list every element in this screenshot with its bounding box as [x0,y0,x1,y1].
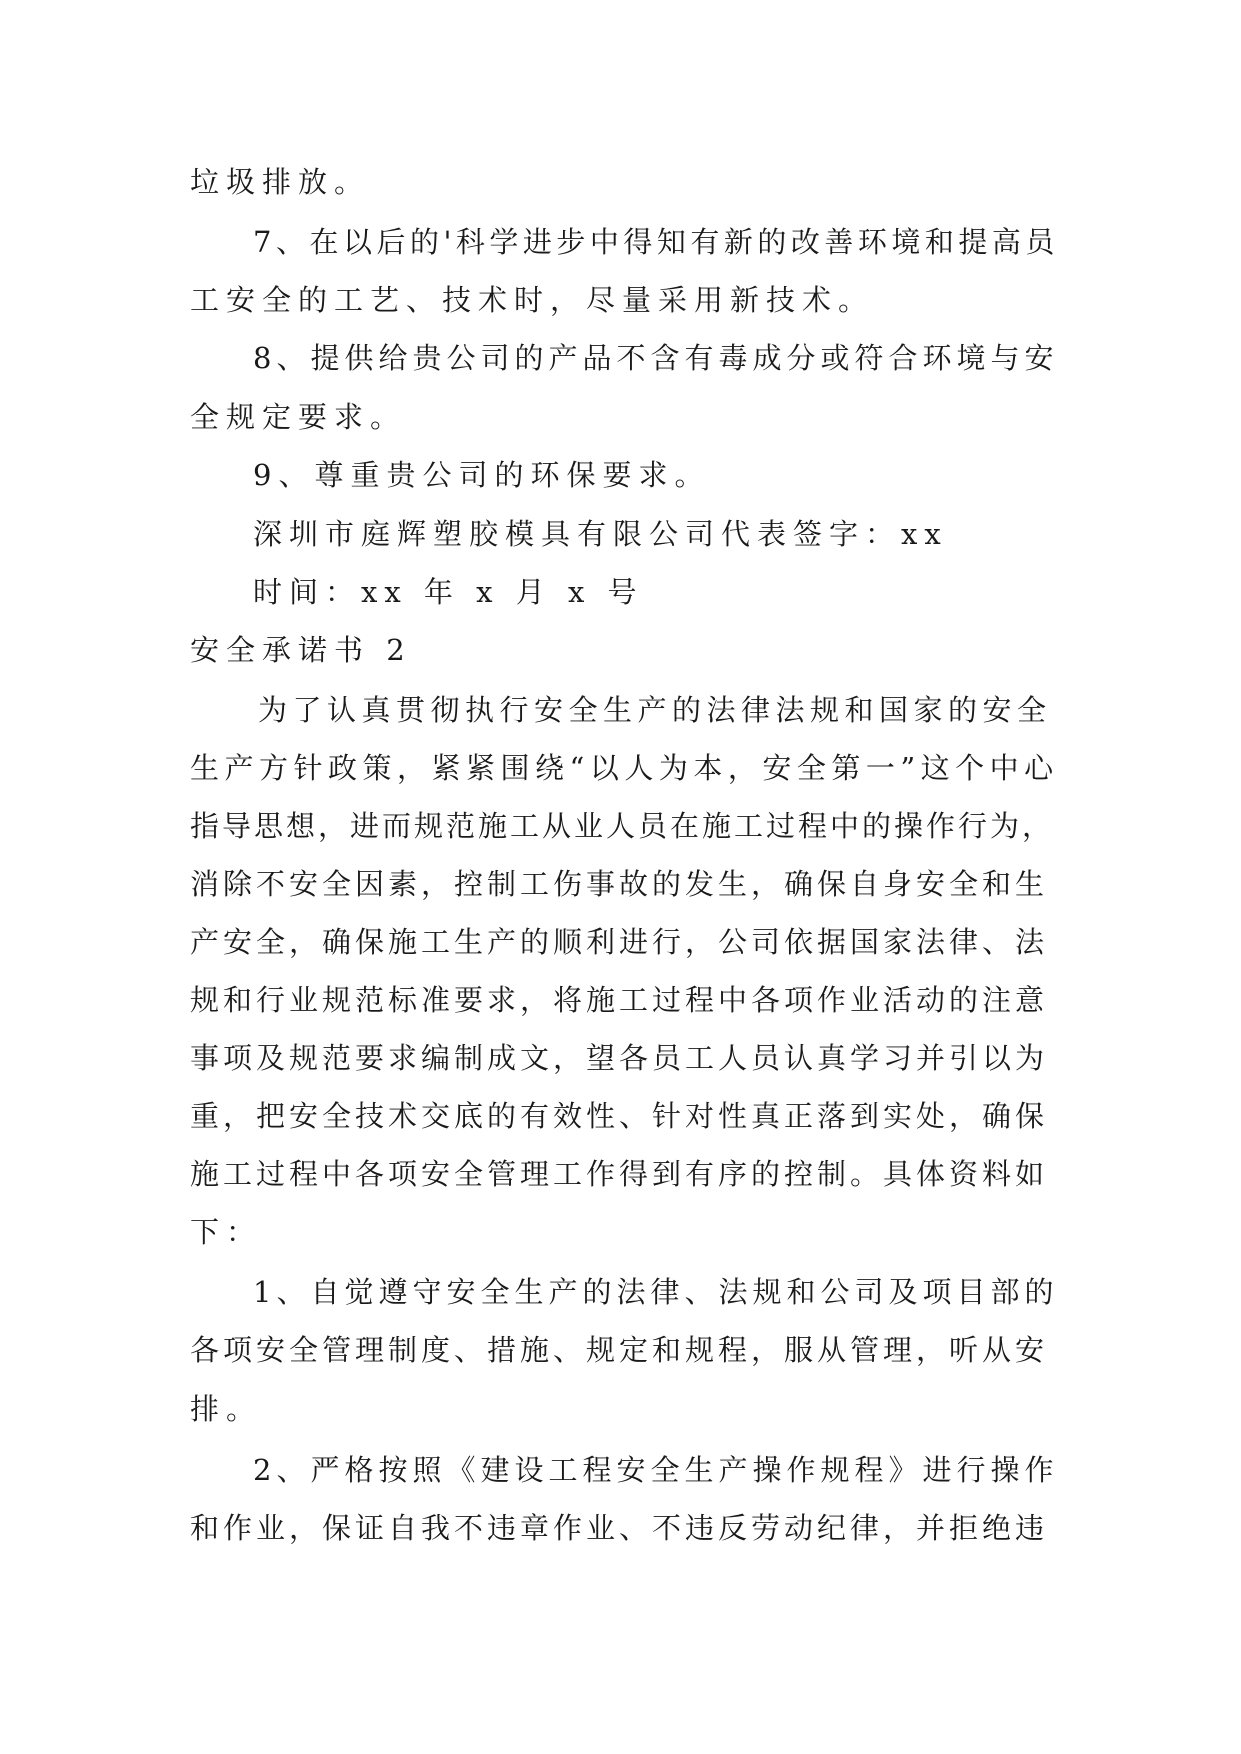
text-line: 消除不安全因素，控制工伤事故的发生，确保自身安全和生 [190,867,1049,901]
text-line: 重，把安全技术交底的有效性、针对性真正落到实处，确保 [190,1099,1049,1133]
text-line: 产安全，确保施工生产的顺利进行，公司依据国家法律、法 [190,925,1049,959]
text-line: 指导思想，进而规范施工从业人员在施工过程中的操作行为， [190,809,1055,843]
text-line: 1、自觉遵守安全生产的法律、法规和公司及项目部的 [253,1275,1059,1309]
text-line: 下： [190,1215,263,1249]
text-line: 为了认真贯彻执行安全生产的法律法规和国家的安全 [258,693,1052,727]
text-line: 9、尊重贵公司的环保要求。 [253,458,711,492]
text-line: 排。 [190,1392,263,1426]
text-line: 深圳市庭辉塑胶模具有限公司代表签字：xx [253,517,948,551]
text-line: 工安全的工艺、技术时，尽量采用新技术。 [190,283,875,317]
text-line: 8、提供给贵公司的产品不含有毒成分或符合环境与安 [253,341,1059,375]
text-line: 施工过程中各项安全管理工作得到有序的控制。具体资料如 [190,1157,1049,1191]
section-heading: 安全承诺书 2 [190,633,412,667]
text-line: 7、在以后的'科学进步中得知有新的改善环境和提高员 [253,225,1059,259]
text-line: 时间：xx 年 x 月 x 号 [253,575,644,609]
text-line: 2、严格按照《建设工程安全生产操作规程》进行操作 [253,1453,1059,1487]
text-line: 各项安全管理制度、措施、规定和规程，服从管理，听从安 [190,1333,1049,1367]
text-line: 全规定要求。 [190,400,407,434]
text-line: 事项及规范要求编制成文，望各员工人员认真学习并引以为 [190,1041,1049,1075]
text-line: 生产方针政策，紧紧围绕“以人为本，安全第一”这个中心 [190,751,1059,785]
text-line: 垃圾排放。 [190,165,371,199]
text-line: 和作业，保证自我不违章作业、不违反劳动纪律，并拒绝违 [190,1511,1049,1545]
text-line: 规和行业规范标准要求，将施工过程中各项作业活动的注意 [190,983,1049,1017]
